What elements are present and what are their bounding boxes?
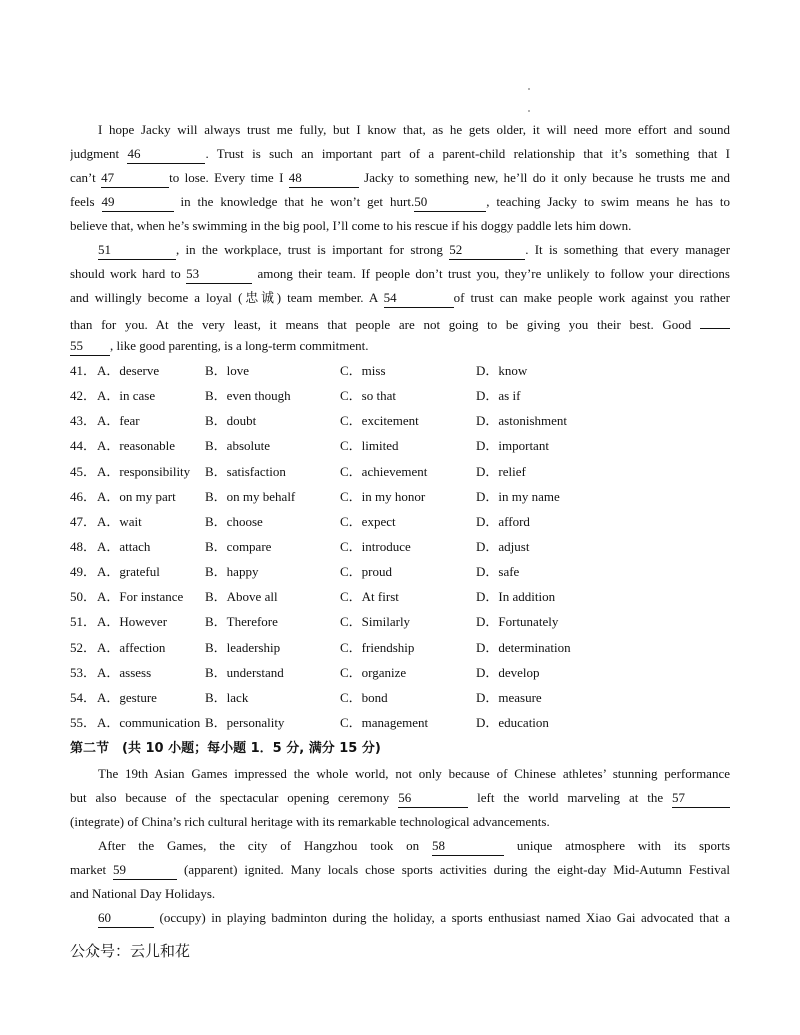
option-b: B．happy (205, 564, 259, 580)
passage-line (70, 286, 730, 310)
passage-line (70, 142, 730, 166)
passage-text: (apparent) ignited. Many locals chose sports activities during the eight-day Mid-Autumn Festival (184, 862, 730, 877)
blank-47: 47 (101, 169, 169, 188)
question-row (70, 509, 760, 534)
option-b: B．compare (205, 538, 272, 554)
question-row (70, 710, 760, 735)
option-c: C．introduce (340, 538, 411, 554)
option-c: C．limited (340, 438, 399, 454)
passage-line (70, 310, 730, 334)
option-a: A．fear (97, 413, 140, 429)
passage-text: in the knowledge that he won’t get hurt. (180, 194, 415, 209)
passage-line (70, 810, 730, 834)
option-b: B．Therefore (205, 614, 278, 630)
question-row (70, 484, 760, 509)
option-b: B．even though (205, 388, 291, 404)
option-d: D．as if (476, 388, 521, 404)
passage-text: , like good parenting, is a long-term commitment. (110, 338, 369, 353)
passage-text: . It is something that every manager (525, 242, 730, 257)
passage-line (70, 834, 730, 858)
passage-text: should work hard to (70, 266, 181, 281)
option-d: D．important (476, 438, 549, 454)
question-row (70, 635, 760, 660)
blank-57: 57 (672, 789, 730, 808)
blank-48: 48 (289, 169, 359, 188)
option-a: A．wait (97, 513, 142, 529)
option-c: C．bond (340, 689, 388, 705)
blank-46: 46 (127, 145, 205, 164)
question-number: 41． (70, 363, 97, 378)
option-d: D．In addition (476, 589, 556, 605)
option-d: D．know (476, 363, 528, 378)
blank-52: 52 (449, 241, 525, 260)
question-row (70, 534, 760, 559)
question-row (70, 358, 760, 383)
passage-text: , teaching Jacky to swim means he has to (486, 194, 730, 209)
passage-line (70, 118, 730, 142)
option-b: B．Above all (205, 589, 278, 605)
blank-56: 56 (398, 789, 468, 808)
blank-53: 53 (186, 265, 252, 284)
option-a: A．grateful (97, 564, 160, 580)
option-b: B．absolute (205, 438, 270, 454)
option-a: A．For instance (97, 589, 184, 605)
passage-text: judgment (70, 146, 120, 161)
option-c: C．expect (340, 513, 396, 529)
grammar-passage (70, 762, 730, 930)
option-d: D．education (476, 714, 549, 730)
option-a: A．assess (97, 664, 152, 680)
passage-text: and National Day Holidays. (70, 886, 216, 901)
question-number: 44． (70, 438, 97, 454)
question-number: 53． (70, 664, 97, 680)
question-number: 55． (70, 714, 97, 730)
option-b: B．choose (205, 513, 263, 529)
question-row (70, 433, 760, 458)
scan-dot (528, 88, 530, 90)
passage-text: but also because of the spectacular opening ceremony (70, 790, 390, 805)
option-c: C．friendship (340, 639, 415, 655)
blank-51: 51 (98, 241, 176, 260)
cloze-passage (70, 118, 730, 358)
option-c: C．proud (340, 564, 393, 580)
option-a: A．responsibility (97, 463, 191, 479)
option-d: D．safe (476, 564, 520, 580)
blank-50: 50 (414, 193, 486, 212)
option-d: D．develop (476, 664, 540, 680)
option-c: C．achievement (340, 463, 428, 479)
blank-60: 60 (98, 909, 154, 928)
question-number: 46． (70, 488, 97, 504)
option-a: A．deserve (97, 363, 160, 378)
option-c: C．Similarly (340, 614, 411, 630)
passage-text: believe that, when he’s swimming in the big pool, I’ll come to his rescue if his doggy paddle lets him down. (70, 218, 632, 233)
option-c: C．miss (340, 363, 386, 378)
option-b: B．satisfaction (205, 463, 286, 479)
passage-text: among their team. If people don’t trust you, they’re unlikely to follow your directions (257, 266, 730, 281)
option-b: B．doubt (205, 413, 257, 429)
passage-text: , in the workplace, trust is important for strong (176, 242, 443, 257)
option-c: C．in my honor (340, 488, 426, 504)
passage-text: The 19th Asian Games impressed the whole world, not only because of Chinese athletes’ stunning performance (98, 766, 730, 781)
footer-watermark: 公众号：云儿和花 (70, 942, 191, 960)
question-number: 42． (70, 388, 97, 404)
option-b: B．understand (205, 664, 284, 680)
question-number: 43． (70, 413, 97, 429)
passage-text: unique atmosphere with its sports (516, 838, 730, 853)
option-d: D．Fortunately (476, 614, 559, 630)
question-number: 47． (70, 513, 97, 529)
option-b: B．personality (205, 714, 285, 730)
option-a: A．reasonable (97, 438, 175, 454)
passage-text: market (70, 862, 107, 877)
passage-text: left the world marveling at the (477, 790, 664, 805)
blank-55: 55 (70, 337, 110, 356)
question-number: 45． (70, 463, 97, 479)
passage-line (70, 334, 730, 358)
option-c: C．excitement (340, 413, 419, 429)
passage-text: and willingly become a loyal (忠诚) team member. A (70, 290, 378, 305)
blank-55-start (700, 310, 730, 329)
question-row (70, 383, 760, 408)
option-a: A．affection (97, 639, 166, 655)
option-d: D．afford (476, 513, 530, 529)
passage-text: of trust can make people work against you rather (453, 290, 730, 305)
scan-dot (528, 110, 530, 112)
question-row (70, 408, 760, 433)
option-d: D．in my name (476, 488, 560, 504)
option-d: D．relief (476, 463, 526, 479)
passage-text: Jacky to something new, he’ll do it only because he trusts me and (364, 170, 730, 185)
option-b: B．lack (205, 689, 249, 705)
passage-line (70, 262, 730, 286)
question-number: 48． (70, 538, 97, 554)
passage-line (70, 882, 730, 906)
passage-text: (integrate) of China’s rich cultural heritage with its remarkable technological advancements. (70, 814, 550, 829)
option-d: D．astonishment (476, 413, 567, 429)
passage-text: I hope Jacky will always trust me fully, but I know that, as he gets older, it will need more effort and sound (98, 122, 730, 137)
passage-text: feels (70, 194, 95, 209)
option-a: A．attach (97, 538, 151, 554)
question-number: 49． (70, 564, 97, 580)
passage-text: (occupy) in playing badminton during the holiday, a sports enthusiast named Xiao Gai advocated that a (159, 910, 730, 925)
option-c: C．organize (340, 664, 407, 680)
option-d: D．determination (476, 639, 571, 655)
section-heading: 第二节 (共 10 小题；每小题 1．5 分, 满分 15 分) (70, 741, 381, 756)
passage-line (70, 190, 730, 214)
option-c: C．so that (340, 388, 396, 404)
passage-line (70, 762, 730, 786)
blank-54: 54 (384, 289, 454, 308)
option-b: B．leadership (205, 639, 281, 655)
question-number: 50． (70, 589, 97, 605)
passage-text: than for you. At the very least, it means that people are not going to be giving you their best. Good (70, 317, 692, 332)
option-a: A．gesture (97, 689, 157, 705)
option-d: D．adjust (476, 538, 530, 554)
option-a: A．communication (97, 714, 201, 730)
passage-line (70, 238, 730, 262)
option-b: B．love (205, 363, 250, 378)
option-a: A．However (97, 614, 168, 630)
passage-text: . Trust is such an important part of a parent-child relationship that it’s something that I (205, 146, 730, 161)
question-number: 52． (70, 639, 97, 655)
passage-text: to lose. Every time I (169, 170, 284, 185)
option-d: D．measure (476, 689, 542, 705)
passage-line (70, 906, 730, 930)
question-number: 51． (70, 614, 97, 630)
passage-text: After the Games, the city of Hangzhou took on (98, 838, 420, 853)
passage-line (70, 786, 730, 810)
question-row (70, 660, 760, 685)
option-b: B．on my behalf (205, 488, 296, 504)
option-a: A．on my part (97, 488, 176, 504)
question-row (70, 609, 760, 634)
blank-59: 59 (113, 861, 177, 880)
blank-49: 49 (102, 193, 174, 212)
answer-options (70, 358, 760, 735)
question-row (70, 559, 760, 584)
scan-marks (528, 88, 532, 118)
passage-line (70, 214, 730, 238)
question-number: 54． (70, 689, 97, 705)
passage-text: can’t (70, 170, 96, 185)
option-c: C．management (340, 714, 429, 730)
option-c: C．At first (340, 589, 399, 605)
blank-58: 58 (432, 837, 504, 856)
passage-line (70, 166, 730, 190)
question-row (70, 584, 760, 609)
passage-line (70, 858, 730, 882)
question-row (70, 685, 760, 710)
question-row (70, 459, 760, 484)
option-a: A．in case (97, 388, 156, 404)
